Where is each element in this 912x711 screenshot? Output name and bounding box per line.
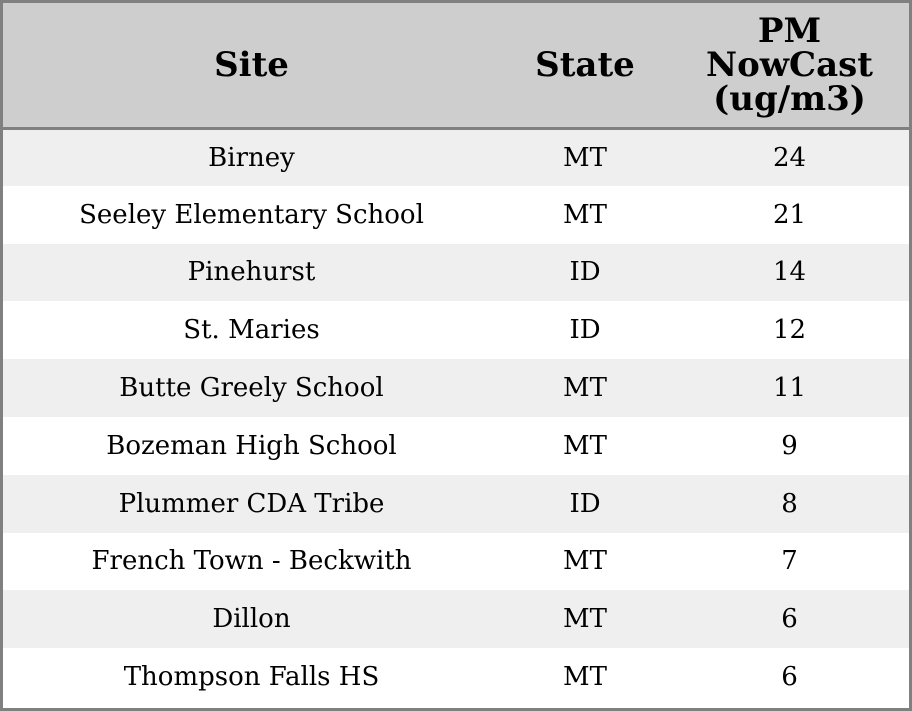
cell-state: MT	[563, 199, 607, 230]
table-row	[3, 244, 909, 302]
table-row	[3, 590, 909, 648]
cell-site: Birney	[208, 142, 295, 173]
cell-site: Plummer CDA Tribe	[118, 488, 385, 519]
cell-site: Seeley Elementary School	[79, 199, 424, 230]
table-row	[3, 128, 909, 186]
cell-pm-nowcast: 11	[772, 373, 807, 404]
cell-site: Pinehurst	[187, 257, 316, 288]
cell-pm-nowcast: 21	[772, 199, 807, 230]
cell-state: MT	[563, 142, 607, 173]
table-row	[3, 359, 909, 417]
table-row	[3, 648, 909, 706]
cell-state: ID	[569, 488, 601, 519]
header-row	[3, 3, 909, 128]
cell-site: Butte Greely School	[119, 373, 384, 404]
cell-pm-nowcast: 9	[781, 430, 798, 461]
table-row	[3, 301, 909, 359]
cell-site: St. Maries	[183, 315, 320, 346]
cell-pm-nowcast: 14	[772, 257, 807, 288]
cell-pm-nowcast: 24	[772, 142, 807, 173]
column-header-state: State	[500, 3, 670, 128]
column-header-pm-nowcast: PM NowCast (ug/m3)	[670, 3, 909, 128]
column-header-site: Site	[3, 3, 500, 128]
cell-state: MT	[563, 430, 607, 461]
cell-state: ID	[569, 257, 601, 288]
cell-site: French Town - Beckwith	[91, 546, 412, 577]
cell-pm-nowcast: 8	[781, 488, 798, 519]
cell-state: ID	[569, 315, 601, 346]
cell-state: MT	[563, 373, 607, 404]
cell-pm-nowcast: 7	[781, 546, 798, 577]
cell-state: MT	[563, 604, 607, 635]
cell-pm-nowcast: 6	[781, 662, 798, 693]
table-row	[3, 186, 909, 244]
table-row	[3, 417, 909, 475]
pm-nowcast-table	[3, 3, 909, 706]
cell-site: Bozeman High School	[106, 430, 397, 461]
cell-site: Thompson Falls HS	[123, 662, 380, 693]
cell-state: MT	[563, 662, 607, 693]
table-row	[3, 475, 909, 533]
table-body	[3, 128, 909, 706]
table-row	[3, 533, 909, 591]
cell-pm-nowcast: 12	[772, 315, 807, 346]
table-header	[3, 3, 909, 128]
cell-pm-nowcast: 6	[781, 604, 798, 635]
cell-state: MT	[563, 546, 607, 577]
cell-site: Dillon	[212, 604, 291, 635]
